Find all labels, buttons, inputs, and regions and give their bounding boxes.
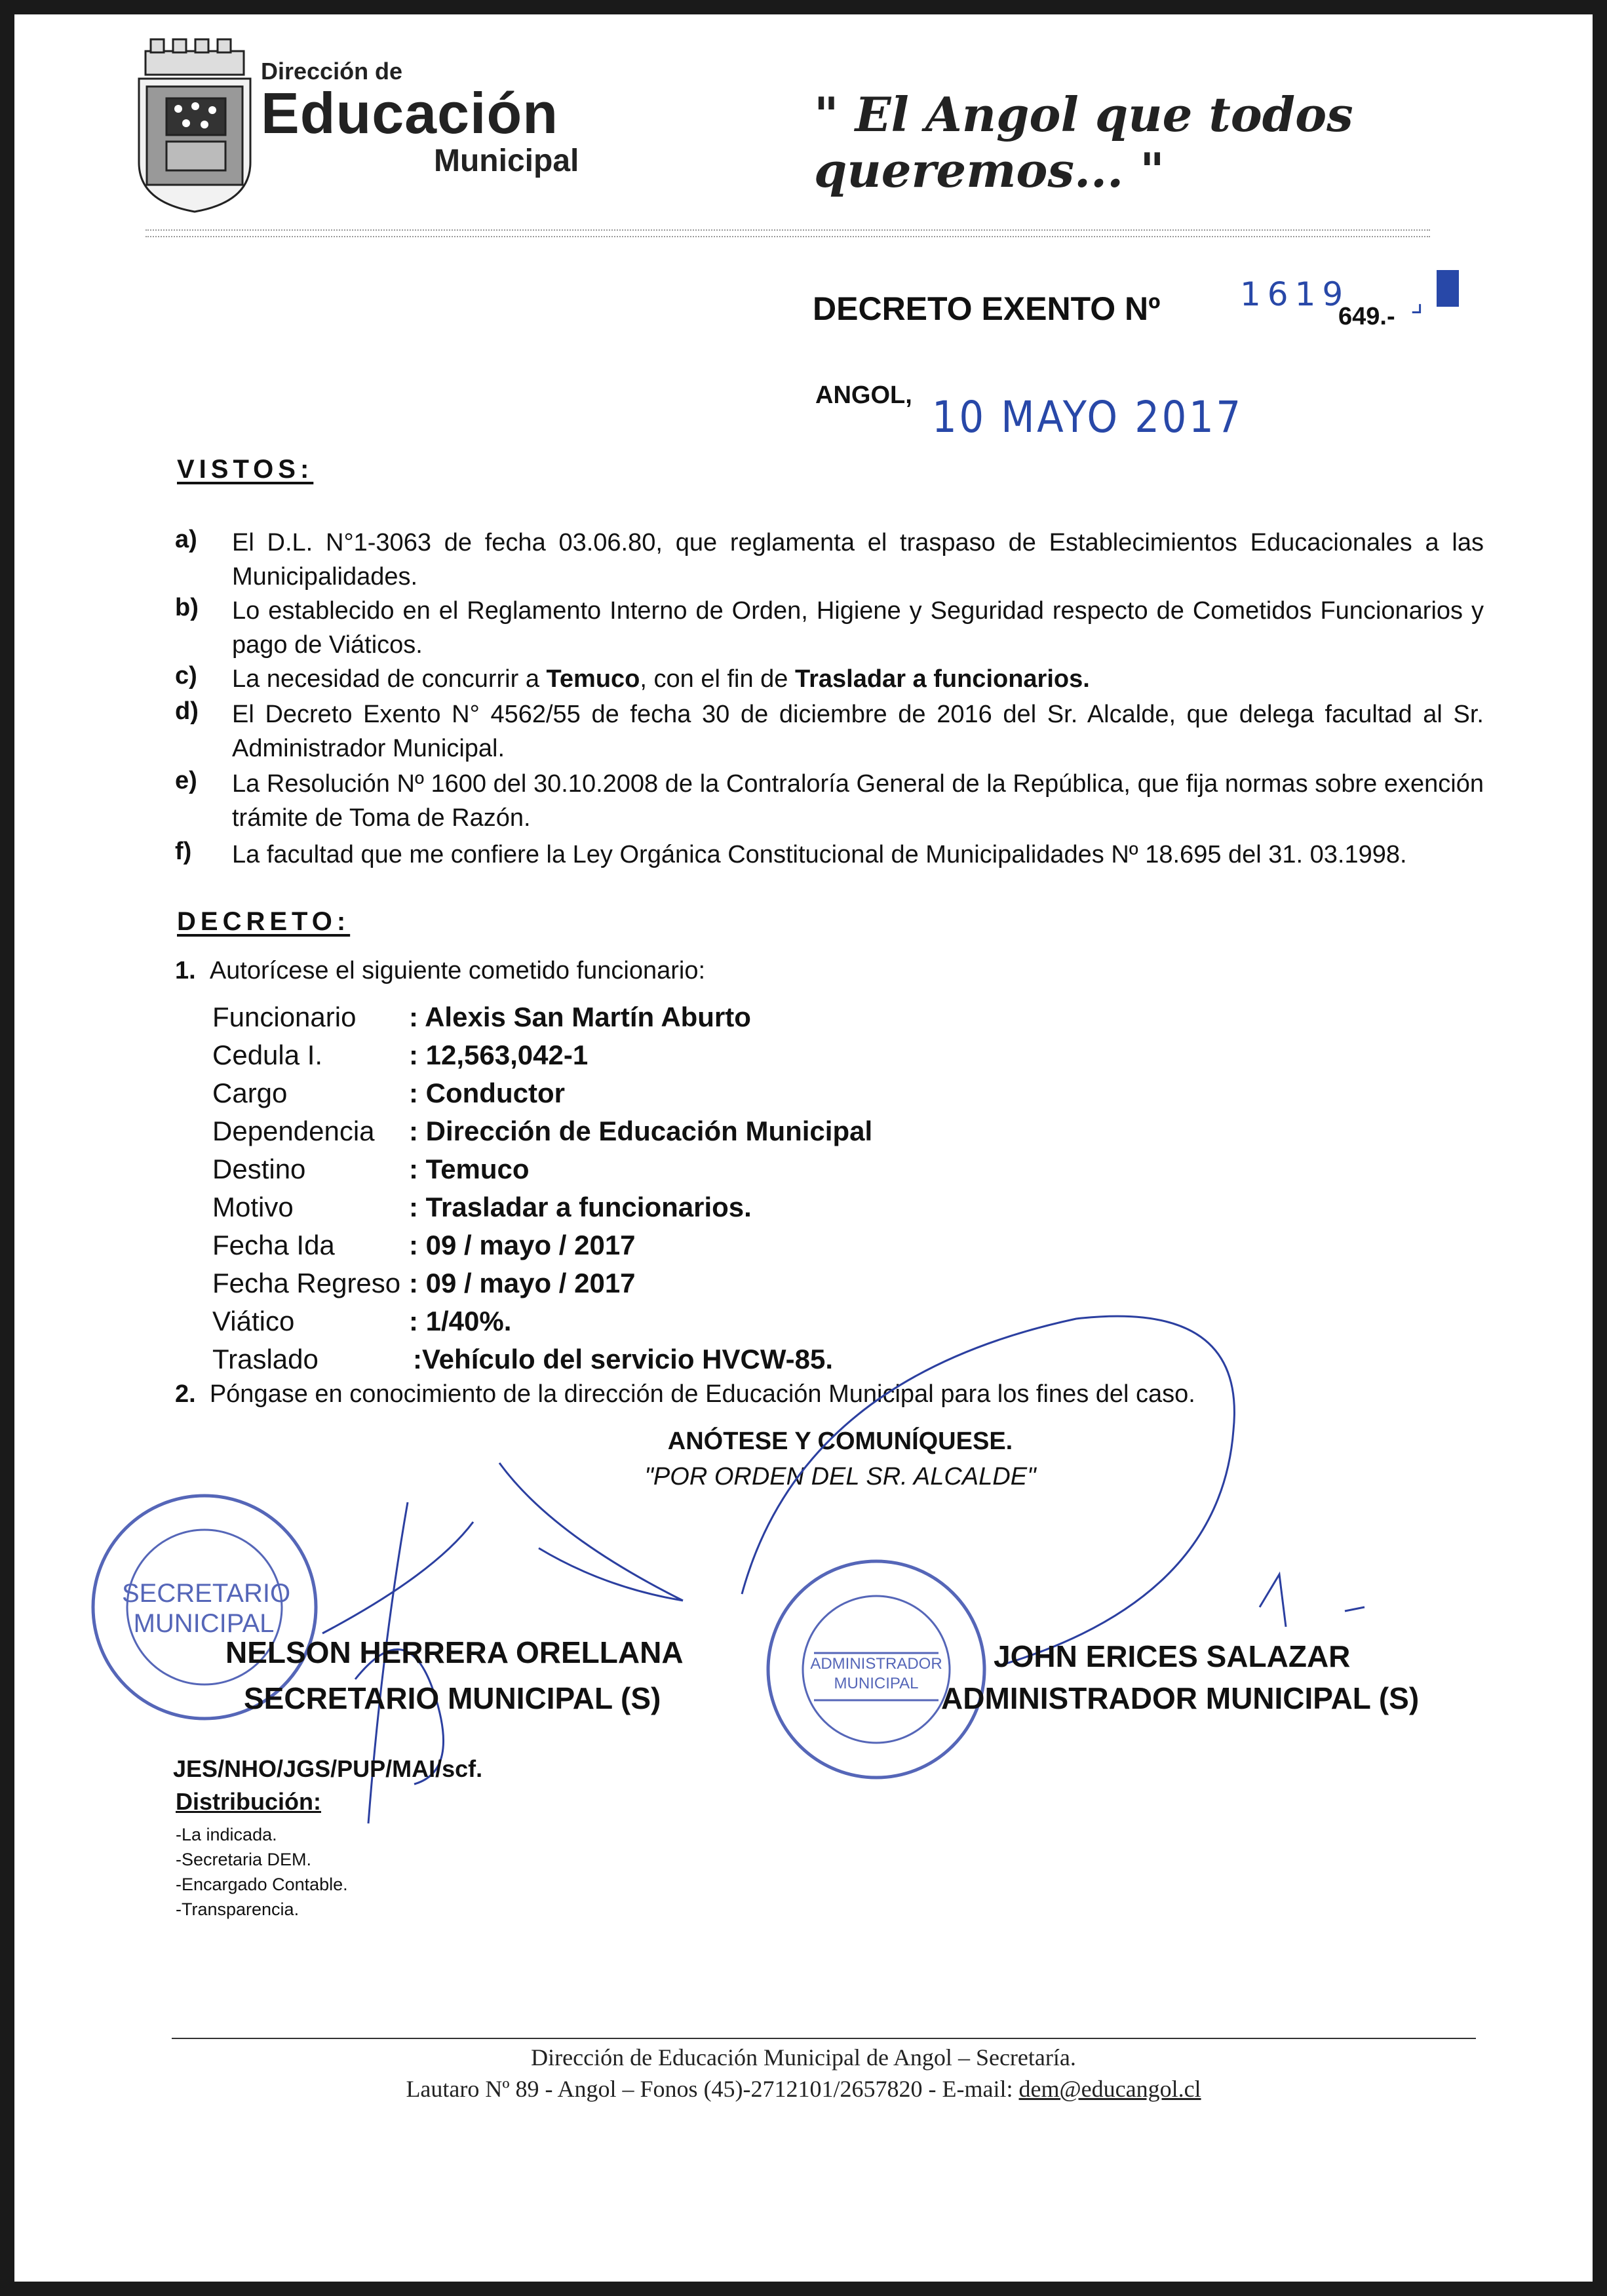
decreto-item-2: 2. Póngase en conocimiento de la dirección de Educación Municipal para los fines del caso. bbox=[175, 1380, 1195, 1408]
decree-title: DECRETO EXENTO Nº bbox=[813, 290, 1161, 327]
field-label: Cedula I. bbox=[212, 1040, 323, 1070]
field-value: :Vehículo del servicio HVCW-85. bbox=[413, 1344, 834, 1374]
document-page bbox=[14, 14, 1593, 2282]
field-label: Fecha Regreso bbox=[212, 1268, 401, 1298]
visto-letter: e) bbox=[175, 767, 197, 794]
distribution-heading: Distribución: bbox=[176, 1788, 321, 1815]
distribution-item: -Secretaria DEM. bbox=[176, 1850, 312, 1869]
date-stamp: 10 MAYO 2017 bbox=[932, 392, 1243, 442]
decreto-heading: DECRETO: bbox=[177, 907, 351, 936]
decreto-item-1: 1. Autorícese el siguiente cometido funcionario: bbox=[175, 957, 706, 984]
seal-right-text: ADMINISTRADOR MUNICIPAL bbox=[810, 1655, 942, 1692]
field-label: Destino bbox=[212, 1154, 306, 1184]
footer-email: dem@educangol.cl bbox=[1018, 2076, 1201, 2102]
visto-text: Lo establecido en el Reglamento Interno de Orden, Higiene y Seguridad respecto de Cometidos Funcionarios y pago de Viáticos. bbox=[232, 597, 1484, 659]
field-value: : Trasladar a funcionarios. bbox=[409, 1192, 752, 1222]
initials-reference: JES/NHO/JGS/PUP/MAI/scf. bbox=[173, 1755, 483, 1782]
field-value: : Alexis San Martín Aburto bbox=[409, 1002, 751, 1032]
visto-letter: c) bbox=[175, 662, 197, 690]
brand-line-3: Municipal bbox=[434, 144, 579, 178]
field-value: : 12,563,042-1 bbox=[409, 1040, 589, 1070]
left-signer-name: NELSON HERRERA ORELLANA bbox=[225, 1635, 684, 1669]
field-value: : Conductor bbox=[409, 1078, 565, 1108]
footer-line-2: Lautaro Nº 89 - Angol – Fonos (45)-2712101/2657820 - E-mail: dem@educangol.cl bbox=[406, 2076, 1201, 2102]
city-label: ANGOL, bbox=[815, 381, 912, 409]
field-value: : Dirección de Educación Municipal bbox=[409, 1116, 873, 1146]
field-value: : 1/40%. bbox=[409, 1306, 512, 1336]
visto-text: La facultad que me confiere la Ley Orgánica Constitucional de Municipalidades Nº 18.695 del 31. 03.1998. bbox=[232, 841, 1407, 868]
brand-line-2: Educación bbox=[261, 81, 558, 146]
visto-letter: b) bbox=[175, 594, 199, 621]
visto-letter: a) bbox=[175, 526, 197, 553]
right-signer-name: JOHN ERICES SALAZAR bbox=[994, 1639, 1351, 1673]
stamp-mark: ⌟ bbox=[1410, 286, 1423, 317]
seal-left-text: SECRETARIO MUNICIPAL bbox=[122, 1579, 291, 1638]
distribution-item: -Transparencia. bbox=[176, 1899, 300, 1919]
visto-text: El Decreto Exento N° 4562/55 de fecha 30 de diciembre de 2016 del Sr. Alcalde, que delega facultad al Sr. Administrador Municipal. bbox=[232, 701, 1484, 762]
field-value: : 09 / mayo / 2017 bbox=[409, 1268, 636, 1298]
field-label: Fecha Ida bbox=[212, 1230, 335, 1260]
handwritten-signatures bbox=[14, 14, 1593, 2282]
field-label: Funcionario bbox=[212, 1002, 357, 1032]
field-label: Motivo bbox=[212, 1192, 294, 1222]
distribution-item: -La indicada. bbox=[176, 1825, 277, 1844]
footer-line-1: Dirección de Educación Municipal de Angol – Secretaría. bbox=[531, 2044, 1076, 2071]
right-signer-title: ADMINISTRADOR MUNICIPAL (S) bbox=[941, 1681, 1420, 1715]
field-value: : 09 / mayo / 2017 bbox=[409, 1230, 636, 1260]
left-signer-title: SECRETARIO MUNICIPAL (S) bbox=[244, 1681, 661, 1715]
visto-text: La necesidad de concurrir a Temuco, con el fin de Trasladar a funcionarios. bbox=[232, 665, 1090, 693]
stamped-number: 1619 bbox=[1240, 275, 1350, 313]
field-value: : Temuco bbox=[409, 1154, 530, 1184]
footer-rule bbox=[172, 2038, 1476, 2039]
field-label: Viático bbox=[212, 1306, 295, 1336]
closing-line: ANÓTESE Y COMUNÍQUESE. bbox=[667, 1428, 1013, 1455]
vistos-heading: VISTOS: bbox=[177, 455, 314, 484]
typed-number: 649.- bbox=[1338, 303, 1395, 330]
closing-order: "POR ORDEN DEL SR. ALCALDE" bbox=[644, 1463, 1036, 1490]
field-label: Dependencia bbox=[212, 1116, 375, 1146]
visto-letter: d) bbox=[175, 697, 199, 725]
visto-text: El D.L. N°1-3063 de fecha 03.06.80, que reglamenta el traspaso de Establecimientos Educacionales a las Municipalidades. bbox=[232, 529, 1484, 591]
visto-text: La Resolución Nº 1600 del 30.10.2008 de la Contraloría General de la República, que fija normas sobre exención trámite de Toma de Razón. bbox=[232, 770, 1484, 832]
slogan: " El Angol que todos queremos... " bbox=[814, 87, 1353, 198]
visto-letter: f) bbox=[175, 838, 192, 865]
field-label: Traslado bbox=[212, 1344, 319, 1374]
brand-line-1: Dirección de bbox=[261, 58, 403, 85]
field-label: Cargo bbox=[212, 1078, 288, 1108]
distribution-item: -Encargado Contable. bbox=[176, 1875, 348, 1894]
